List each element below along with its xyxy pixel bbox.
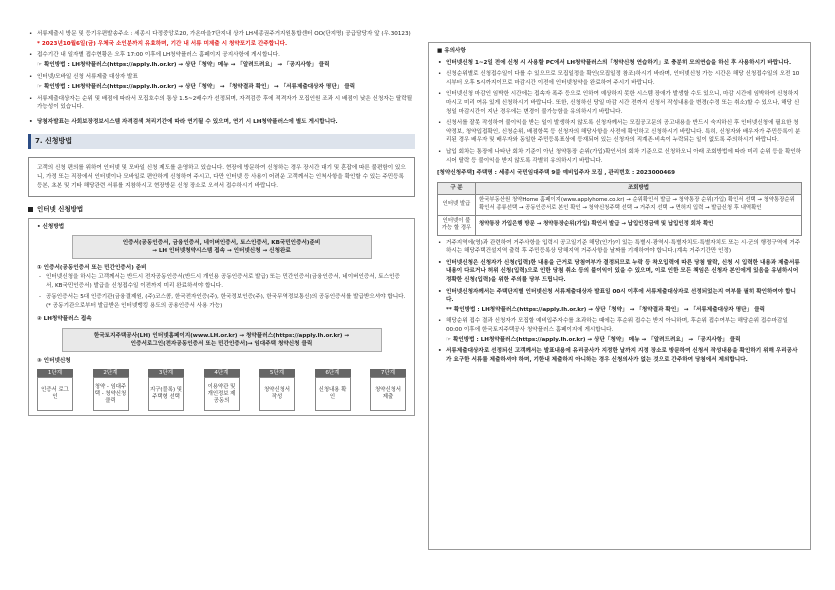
method-box — [28, 218, 415, 417]
note-8-link[interactable]: ** 확인방법 : LH청약플러스(https://apply.lh.or.kr) → 상단「청약」 → 「청약결과 확인」 → 「서류제출대상자 명단」 클릭 — [446, 306, 765, 313]
step-7: 7단계 청약신청서 제출 — [370, 369, 406, 411]
access-line-2: 인증서로그인(전자공동인증서 또는 민간인증서)→ 임대주택 청약신청 클릭 — [130, 340, 313, 347]
step-1: 1단계 인증서 로그인 — [37, 369, 73, 411]
step-3: 3단계 지구(블록) 및 주택형 선택 — [148, 369, 184, 411]
access-box — [62, 328, 382, 352]
step-2: 2단계 청약 - 임대주택 - 청약신청 클릭 — [93, 369, 129, 411]
schedule-bullet: • 당첨자발표는 사회보장정보시스템 자격검색 처리기간에 따라 연기될 수 있으며, 연기 시 LH청약플러스에 별도 게시합니다. — [28, 118, 415, 127]
box-title: • 신청방법 — [37, 223, 65, 230]
note-10: • 서류제출대상자로 선정되신 고객께서는 발표내용에 유리공사가 지정한 날까지 지정 장소로 방문하여 신청서 작성내용을 확인하기 위해 우리공사가 요구한 서류를 제출하셔야 하며, 기한내 제출하지 아니하는 경우 신청의사가 없는 것으로 간주하여 당첨에서 제외합니다. — [437, 347, 802, 364]
table-row — [438, 215, 802, 235]
note-9-link[interactable]: ☞ 확인방법 : LH청약플러스(https://apply.lh.or.kr) → 상단「청약」 메뉴 → 「알려드려요」 → 「공지사항」 클릭 — [446, 336, 741, 343]
step1-heading: ① 인증서(공동인증서 또는 민간인증서) 준비 — [37, 265, 147, 272]
step1-para-a: - 인터넷신청을 하시는 고객께서는 반드시 전자공동인증서(반드시 개인용 공동인증서로 발급) 또는 민간인증서(금융인증서, 네이버인증서, 토스인증서, KB국민인증서) 발급을 신청접수일 이전까지 미리 완료하셔야 합니다. — [37, 273, 406, 290]
table-header-row — [438, 182, 802, 195]
note-8: • 인터넷신청자께서는 주택단지별 인터넷신청 서류제출대상자 발표일 00시 이후에 서류제출대상자로 선정되었는지 여부를 필히 확인하여야 합니다. — [437, 288, 802, 305]
table-cell: 인터넷 발급 — [438, 195, 476, 215]
table-header-cell: 구 분 — [438, 182, 476, 195]
highlight-box: 고객의 신청 편의를 위하여 인터넷 및 모바일 신청 제도를 운영하고 있습니다. 현장에 방문하여 신청하는 경우 장시간 대기 및 혼잡에 따른 불편함이 있으니, 가정 또는 직장에서 인터넷이나 모바일로 편안하게 신청하여 주시고, 다만 인터넷 등 사용이 어려운 고객께서는 인척사항을 확인할 수 있는 주민등록 등본, 초본 및 기타 해당관련 서류를 지참하시고 현장방문 신청 장소로 오셔서 접수하시기 바랍니다. — [28, 157, 415, 197]
step-5: 5단계 청약신청서 작성 — [259, 369, 295, 411]
note-9: • 해당순위 접수 결과 신청자가 모집할 예비입주자수를 초과하는 때에는 후순위 접수는 받지 아니하며, 후순위 접수여부는 해당순위 접수마감일 00:00 이후에 한국토지주택공사 청약플러스 홈페이지에 게시합니다. — [437, 317, 802, 334]
housing-label: [청약신청주택] 주택명 : 세종시 국민임대주택 9블 예비입주자 모집 , 관리번호 : 2023000469 — [437, 170, 676, 177]
step1-para-b: - 공동인증서는 5대 인증기관(금융결제원, (주)코스콤, 한국전자인증(주), 한국정보인증(주), 한국무역정보통신)의 공동인증서를 발급받으셔야 합니다. (* 공동기관으로부터 발급받은 인터넷뱅킹 용도의 공용인증서 사용 가능) — [37, 293, 406, 310]
table-cell: 청약통장 가입은행 방문 → 청약통장순위(가입) 확인서 발급 → 납입인정금액 및 납입인정 회차 확인 — [476, 215, 802, 235]
table-cell: 인터넷이 불가능 할 경우 — [438, 215, 476, 235]
note-3: • 인터넷신청 마감인 임박한 시간에는 접속자 폭주 등으로 인하여 예상하지 못한 시스템 장애가 발생할 수도 있으니, 마감 시간에 임박하여 신청하지 마시고 미리 여유 있게 신청하시기 바랍니다. 또한, 신청하신 당일 마감 시간 전까지 신청서 작성내용을 변경(수정 또는 취소)할 수 있으나, 해당 신청일 마감시간이 지난 경우에는 변경이 불가능함을 유의하시기 바랍니다. — [437, 90, 802, 116]
left-column — [28, 30, 415, 416]
summary-line-2: → LH 인터넷청약시스템 접속 → 인터넷신청 → 신청완료 — [152, 248, 291, 255]
docs-bullet: • 서류제출대상자는 순위 및 배점에 따라서 모집호수의 통상 1.5~2배수가 선정되며, 자격검증 후에 적격자가 모집인원 조과 시 배점이 낮은 신청자는 탈락될 가능성이 있습니다. — [28, 95, 415, 112]
note-1: • 인터넷신청 1~2일 전에 신청 시 사용할 PC에서 LH청약플러스의「청약신청 연습하기」로 충분히 모의연습을 하신 후 사용하시기 바랍니다. — [437, 59, 802, 68]
step-4: 4단계 이용약관 및 개인정보 제공동의 — [204, 369, 240, 411]
section-7-heading: 7. 신청방법 — [28, 134, 415, 149]
address-bullet: • 서류제출시 방문 및 등기우편발송주소 : 세종시 다정중앙로20, 가온마을7단지내 상가 LH세종권주거지원통합센터 OO(단지명) 공급담당자 앞 (우.30123) — [28, 30, 415, 39]
note-6: • 거주지역에(영)과 관련하여 거주사항을 입력시 공고일기준 해당(인가)이 있는 특별시·광역시·특별자치도·특별자치도 또는 시·군의 행정구역에 거주하시는 해당주택건설지역 출력 후 주민등록상 당해지역 거주사항을 날짜를 기재하여야 합니다.(계속 거주기간만 인정) — [437, 239, 802, 256]
access-line-1[interactable]: 한국토지주택공사(LH) 인터넷홈페이지(www.LH.or.kr) → 청약플러스(https://apply.lh.or.kr) → — [93, 332, 350, 339]
table-header-cell: 조회방법 — [476, 182, 802, 195]
step-6: 6단계 신청내용 확인 — [315, 369, 351, 411]
notes-box — [428, 42, 811, 550]
deadline-note: * 2023년10월6일(금) 우체국 소인분까지 유효하며, 기간 내 서류 미제출 시 청약포기로 간주합니다. — [37, 40, 288, 47]
notice-link[interactable]: ☞ 확인방법 : LH청약플러스(https://apply.lh.or.kr) → 상단「청약」메뉴 → 「알려드려요」 → 「공지사항」 클릭 — [37, 61, 330, 68]
note-4: • 신청서를 잘못 작성하여 불이익을 받는 일이 발생하지 않도록 신청자께서는 모집공고문의 공고내용을 반드시 숙지하신 후 인터넷신청에 필요한 청약정보, 청약입접확인, 신청순위, 배점항목 등 신청자의 해당사항을 사전에 확인하고 신청하시기 바랍니다. 특히, 신청자와 배우자가 주민등록이 분리된 경우 배우자 및 배우자와 동일한 주민등록표상에 등재되어 있는 신청자의 직계존·비속이 누락되는 일이 없도록 주의하시기 바랍니다. — [437, 119, 802, 145]
notes-title: ■ 유의사항 — [437, 48, 466, 54]
table-cell: 한국부동산원 청약Home 홈페이지(www.applyhome.co.kr) → 순위확인서 발급 → 청약통장 순위(가입) 확인서 선택 → 청약통장순위확인서 종류선택 → 공동인증서로 본인 확인 → 청약신청주택 선택 → 거주지 선택 → 면허지 입력 → 발급신청 후 내역확인 — [476, 195, 802, 215]
step3-heading: ③ 인터넷신청 — [37, 357, 71, 364]
table-row — [438, 195, 802, 215]
step-summary-box — [72, 235, 372, 259]
notice-bullet: • 접수기간 내 일자별 접수현황은 오후 17:00 이후에 LH청약플러스 홈페이지 공지사항에 게시합니다. — [28, 51, 415, 60]
step2-heading: ② LH청약플러스 접속 — [37, 316, 92, 323]
intro-link[interactable]: ☞ 확인방법 : LH청약플러스(https://apply.lh.or.kr) → 상단「청약」 → 「청약결과 확인」 → 「서류제출대상자 명단」 클릭 — [37, 83, 356, 90]
summary-line-1: 인증서(공동인증서, 금융인증서, 네이버인증서, 토스인증서, KB국민인증서)준비 — [122, 240, 321, 247]
note-7: • 인터넷신청은 신청자가 신청(입력)한 내용을 근거로 당첨여부가 결정되므로 누락 등 착오입력에 따른 당첨 탈락, 신청 시 입력한 내용과 제출서류 내용이 다르거나 허위 신청(입력)으로 인한 당첨 취소 등의 불이익이 있을 수 있으며, 이로 인한 모든 책임은 신청자 본인에게 있음을 유념하시어 정확한 신청(입력)을 위한 주의를 당부 드립니다. — [437, 259, 802, 285]
note-2: • 신청순위별로 신청접수일이 다를 수 있으므로 모집일정을 확인(모집일정 참조)하시기 바라며, 인터넷신청 가능 시간은 해당 신청접수일의 오전 10시부터 오후 5시까지이므로 마감시간 이전에 인터넷청약을 완료하여 주시기 바랍니다. — [437, 70, 802, 87]
step-flow — [37, 369, 406, 411]
square-icon — [28, 207, 33, 212]
intro-bullet: • 인터넷/모바일 신청 서류제출 대상자 발표 — [28, 73, 415, 82]
internet-method-heading: 인터넷 신청방법 — [28, 205, 415, 214]
lookup-table — [437, 182, 802, 236]
note-5: • 납입 회차는 통장에 나타난 회차 기준이 아닌 청약통장 순위(가입)확인서의 회차 기준으로 신청하오니 아래 조회방법에 따라 미리 순위 등을 확인하시어 탈락 등 불이익을 받지 않도록 각별히 유의하시기 바랍니다. — [437, 148, 802, 165]
